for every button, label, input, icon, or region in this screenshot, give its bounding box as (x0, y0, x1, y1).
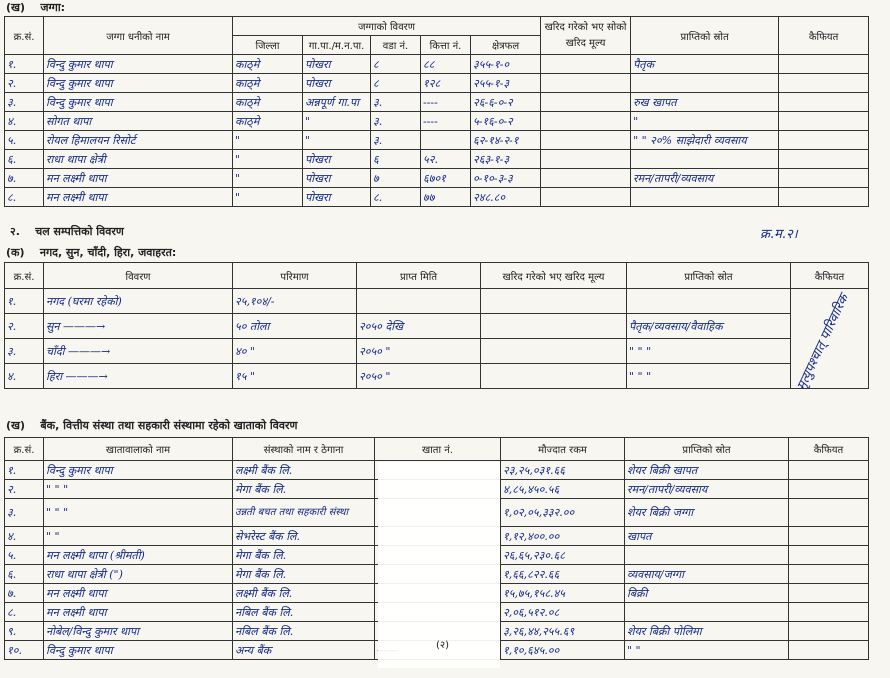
cell-holder: विन्दु कुमार थापा (44, 641, 233, 660)
table-row (5, 55, 869, 74)
cell-remarks (779, 93, 869, 112)
cell-balance: ३,२६,४४,२५५.६९ (501, 622, 625, 641)
cell-sn: २. (5, 480, 44, 499)
land-section-letter: (ख) (6, 1, 26, 14)
cell-source: " " " (627, 364, 791, 389)
cell-date: २०५० " (357, 339, 481, 364)
cell-holder: मन लक्ष्मी थापा (44, 603, 233, 622)
cell-price (481, 289, 627, 314)
cell-source: " " " (627, 339, 791, 364)
cell-bank: मेगा बैंक लि. (233, 565, 375, 584)
cell-area: ०-१०-३-३ (471, 169, 541, 188)
cell-district: " (233, 131, 303, 150)
land-col-sn: क्र.सं. (5, 17, 44, 55)
cell-qty: ४० " (233, 339, 357, 364)
cell-sn: ८. (5, 603, 44, 622)
table-row (5, 74, 869, 93)
cell-balance: १,१०,६४५.०० (501, 641, 625, 660)
cell-sn: २. (5, 314, 44, 339)
cell-area: २६-६-०-२ (471, 93, 541, 112)
cell-source: पैतृक/व्यवसाय/वैवाहिक (627, 314, 791, 339)
cell-bank: लक्ष्मी बैंक लि. (233, 461, 375, 480)
cell-source: रुख खापत (631, 93, 779, 112)
bank-col-holder: खातावालाको नाम (44, 438, 233, 461)
cell-ward: ७ (371, 169, 421, 188)
table-row (5, 131, 869, 150)
cell-source (631, 150, 779, 169)
cell-owner: मन लक्ष्मी थापा (44, 169, 233, 188)
cell-district: " (233, 188, 303, 207)
cell-source: शेयर बिक्री पोलिमा (625, 622, 789, 641)
cell-holder: " " " (44, 480, 233, 499)
cell-remarks (789, 527, 869, 546)
cell-balance: ४,८५,४५०.५६ (501, 480, 625, 499)
table-row (5, 364, 869, 389)
cell-sn: ४. (5, 112, 44, 131)
land-section-title: जग्गा: (40, 1, 66, 14)
cell-qty: ५० तोला (233, 314, 357, 339)
cell-plot: ६७०१ (421, 169, 471, 188)
cell-vdc: अन्नपूर्ण गा.पा (303, 93, 371, 112)
cell-vdc: पोखरा (303, 188, 371, 207)
page-number: (२) (436, 640, 450, 651)
cell-plot: ७७ (421, 188, 471, 207)
table-row (5, 188, 869, 207)
cell-qty: २५,१०४/- (233, 289, 357, 314)
cell-sn: ९. (5, 622, 44, 641)
movable-section-heading (10, 224, 124, 239)
cell-sn: १०. (5, 641, 44, 660)
cell-price (541, 131, 631, 150)
bank-section-letter: (ख) (6, 419, 26, 432)
cell-price (541, 150, 631, 169)
cell-vdc: " (303, 131, 371, 150)
cell-owner: मन लक्ष्मी थापा (44, 188, 233, 207)
table-row (5, 169, 869, 188)
movable-section-title: चल सम्पत्तिको विवरण (35, 225, 124, 238)
cell-price (541, 112, 631, 131)
cell-ward: ८ (371, 55, 421, 74)
cell-sn: ८. (5, 188, 44, 207)
cell-remarks (789, 622, 869, 641)
cash-section-title: नगद, सुन, चाँदी, हिरा, जवाहरत: (39, 246, 177, 259)
cell-owner: विन्दु कुमार थापा (44, 55, 233, 74)
cell-source (627, 289, 791, 314)
land-col-area: क्षेत्रफल (471, 36, 541, 55)
cell-sn: ४. (5, 364, 44, 389)
cell-ward: ८ (371, 74, 421, 93)
cell-remarks (779, 55, 869, 74)
cell-source: " " २०% साझेदारी व्यवसाय (631, 131, 779, 150)
cell-sn: ५. (5, 131, 44, 150)
cell-price (481, 314, 627, 339)
cell-desc: नगद (घरमा रहेको) (44, 289, 233, 314)
cell-sn: ४. (5, 527, 44, 546)
cell-source (625, 603, 789, 622)
cell-source: व्यवसाय/जग्गा (625, 565, 789, 584)
cell-source: शेयर बिक्री जग्गा (625, 499, 789, 527)
cell-district: " (233, 169, 303, 188)
cell-price (541, 188, 631, 207)
land-col-remarks: कैफियत (779, 17, 869, 55)
cell-bank: नबिल बैंक लि. (233, 603, 375, 622)
cell-plot: ८८ (421, 55, 471, 74)
table-row (5, 93, 869, 112)
bank-section-heading (6, 418, 297, 433)
cell-plot: १२८ (421, 74, 471, 93)
cash-table (4, 262, 869, 389)
cell-source: पैतृक (631, 55, 779, 74)
cell-sn: ७. (5, 169, 44, 188)
bank-col-account: खाता नं. (375, 438, 501, 461)
cell-source: रमन/तापरी/व्यवसाय (631, 169, 779, 188)
cell-sn: ७. (5, 584, 44, 603)
cell-district: काठ्मे (233, 74, 303, 93)
cell-area: २५५-१-३ (471, 74, 541, 93)
cell-vdc: " (303, 112, 371, 131)
cell-remarks (789, 584, 869, 603)
land-col-plot: कित्ता नं. (421, 36, 471, 55)
cell-remarks (789, 641, 869, 660)
cell-source: खापत (625, 527, 789, 546)
cell-plot: ---- (421, 112, 471, 131)
cell-balance: २,०६,५१२.०८ (501, 603, 625, 622)
cell-ward: ६ (371, 150, 421, 169)
reference-note: क्र.म.२। (760, 227, 798, 242)
cell-balance: १५,७५,१५८.४५ (501, 584, 625, 603)
cash-col-remarks: कैफियत (791, 263, 869, 289)
cell-balance: १,६६,८२२.६६ (501, 565, 625, 584)
table-row (5, 150, 869, 169)
land-col-owner: जग्गा धनीको नाम (44, 17, 233, 55)
cell-holder: " " (44, 527, 233, 546)
cell-remarks (779, 150, 869, 169)
cell-price (541, 93, 631, 112)
land-col-ward: वडा नं. (371, 36, 421, 55)
bank-col-balance: मौज्दात रकम (501, 438, 625, 461)
cell-date (357, 289, 481, 314)
cell-sn: १. (5, 55, 44, 74)
cash-col-date: प्राप्त मिति (357, 263, 481, 289)
cell-district: काठ्मे (233, 112, 303, 131)
cell-sn: ५. (5, 546, 44, 565)
cell-balance: २६,६५,२३०.६८ (501, 546, 625, 565)
cell-holder: विन्दु कुमार थापा (44, 461, 233, 480)
cell-balance: १,१२,४००.०० (501, 527, 625, 546)
cell-area: ५-१६-०-२ (471, 112, 541, 131)
cell-sn: ३. (5, 499, 44, 527)
land-table (4, 16, 869, 207)
cell-remarks (779, 112, 869, 131)
cell-balance: १,०२,०५,३३२.०० (501, 499, 625, 527)
cell-qty: १५ " (233, 364, 357, 389)
cell-desc: चाँदी ———→ (44, 339, 233, 364)
bank-section-title: बैंक, वित्तीय संस्था तथा सहकारी संस्थामा रहेको खाताको विवरण (40, 419, 298, 432)
cash-section-letter: (क) (6, 246, 25, 259)
cell-ward: ८. (371, 188, 421, 207)
cash-col-qty: परिमाण (233, 263, 357, 289)
cell-plot: ---- (421, 93, 471, 112)
bank-col-bank: संस्थाको नाम र ठेगाना (233, 438, 375, 461)
cell-vdc: पोखरा (303, 55, 371, 74)
cell-district: काठ्मे (233, 93, 303, 112)
cell-source: रमन/तापरी/व्यवसाय (625, 480, 789, 499)
cell-plot: ५२. (421, 150, 471, 169)
land-col-source: प्राप्तिको स्रोत (631, 17, 779, 55)
cell-price (481, 339, 627, 364)
cell-desc: सुन ———→ (44, 314, 233, 339)
table-row (5, 289, 869, 314)
cell-bank: अन्य बैंक (233, 641, 375, 660)
cell-vdc: पोखरा (303, 169, 371, 188)
cell-bank: मेगा बैंक लि. (233, 480, 375, 499)
cell-holder: " " " (44, 499, 233, 527)
land-col-vdc: गा.पा./म.न.पा. (303, 36, 371, 55)
cell-sn: ३. (5, 339, 44, 364)
cash-col-source: प्राप्तिको स्रोत (627, 263, 791, 289)
cell-remarks (789, 603, 869, 622)
cell-bank: नबिल बैंक लि. (233, 622, 375, 641)
cell-remarks (789, 499, 869, 527)
cash-col-desc: विवरण (44, 263, 233, 289)
cell-remarks (789, 461, 869, 480)
cell-bank: सेभरेस्ट बैंक लि. (233, 527, 375, 546)
cell-source (631, 188, 779, 207)
cell-holder: मन लक्ष्मी थापा (श्रीमती) (44, 546, 233, 565)
cell-remarks (779, 169, 869, 188)
cell-price (541, 55, 631, 74)
cell-remarks (789, 546, 869, 565)
bank-col-sn: क्र.सं. (5, 438, 44, 461)
cell-holder: राधा थापा क्षेत्री (") (44, 565, 233, 584)
cell-price (481, 364, 627, 389)
cell-owner: रोयल हिमालयन रिसोर्ट (44, 131, 233, 150)
cell-ward: ३. (371, 93, 421, 112)
bank-col-source: प्राप्तिको स्रोत (625, 438, 789, 461)
cash-col-sn: क्र.सं. (5, 263, 44, 289)
cell-bank: लक्ष्मी बैंक लि. (233, 584, 375, 603)
cell-desc: हिरा ———→ (44, 364, 233, 389)
cell-date: २०५० " (357, 364, 481, 389)
cell-sn: १. (5, 461, 44, 480)
cell-ward: ३. (371, 112, 421, 131)
cell-price (541, 169, 631, 188)
cell-sn: ३. (5, 93, 44, 112)
cell-source: बिक्री (625, 584, 789, 603)
cell-holder: मन लक्ष्मी थापा (44, 584, 233, 603)
cell-source: " (631, 112, 779, 131)
cell-area: २४८.८० (471, 188, 541, 207)
cash-col-price: खरिद गरेको भए खरिद मूल्य (481, 263, 627, 289)
cell-sn: १. (5, 289, 44, 314)
cell-source (631, 74, 779, 93)
cell-remarks (789, 480, 869, 499)
cell-vdc: पोखरा (303, 74, 371, 93)
remarks-annotation: मृत्युपश्चात् पारिवारिक (794, 292, 852, 393)
cell-remarks (779, 188, 869, 207)
land-col-price: खरिद गरेको भए सोको खरिद मूल्य (541, 17, 631, 55)
cell-bank: उन्नती बचत तथा सहकारी संस्था (233, 499, 375, 527)
cell-sn: २. (5, 74, 44, 93)
cell-owner: विन्दु कुमार थापा (44, 93, 233, 112)
cell-area: ६२-१४-२-१ (471, 131, 541, 150)
cell-date: २०५० देखि (357, 314, 481, 339)
cell-remarks (789, 565, 869, 584)
table-row (5, 339, 869, 364)
cash-section-heading (6, 245, 176, 260)
cell-holder: नोबेल/विन्दु कुमार थापा (44, 622, 233, 641)
movable-section-number: २. (10, 225, 20, 238)
cell-price (541, 74, 631, 93)
cell-district: " (233, 150, 303, 169)
cell-vdc: पोखरा (303, 150, 371, 169)
cell-area: ३५५-१-० (471, 55, 541, 74)
cell-remarks (779, 131, 869, 150)
cell-bank: मेगा बैंक लि. (233, 546, 375, 565)
table-row (5, 314, 869, 339)
table-row (5, 112, 869, 131)
cell-area: २६३-१-३ (471, 150, 541, 169)
land-section-label (6, 0, 65, 15)
cell-sn: ६. (5, 565, 44, 584)
cell-owner: विन्दु कुमार थापा (44, 74, 233, 93)
land-col-detail-group: जग्गाको विवरण (233, 17, 541, 36)
cell-sn: ६. (5, 150, 44, 169)
land-col-district: जिल्ला (233, 36, 303, 55)
cell-district: काठ्मे (233, 55, 303, 74)
cell-source: " " (625, 641, 789, 660)
cell-balance: २३,२५,०३१.६६ (501, 461, 625, 480)
cell-source (625, 546, 789, 565)
cell-owner: राधा थापा क्षेत्री (44, 150, 233, 169)
cell-source: शेयर बिक्री खापत (625, 461, 789, 480)
cell-remarks (779, 74, 869, 93)
cell-ward: ३. (371, 131, 421, 150)
cell-owner: सोगत थापा (44, 112, 233, 131)
bank-col-remarks: कैफियत (789, 438, 869, 461)
cell-plot (421, 131, 471, 150)
